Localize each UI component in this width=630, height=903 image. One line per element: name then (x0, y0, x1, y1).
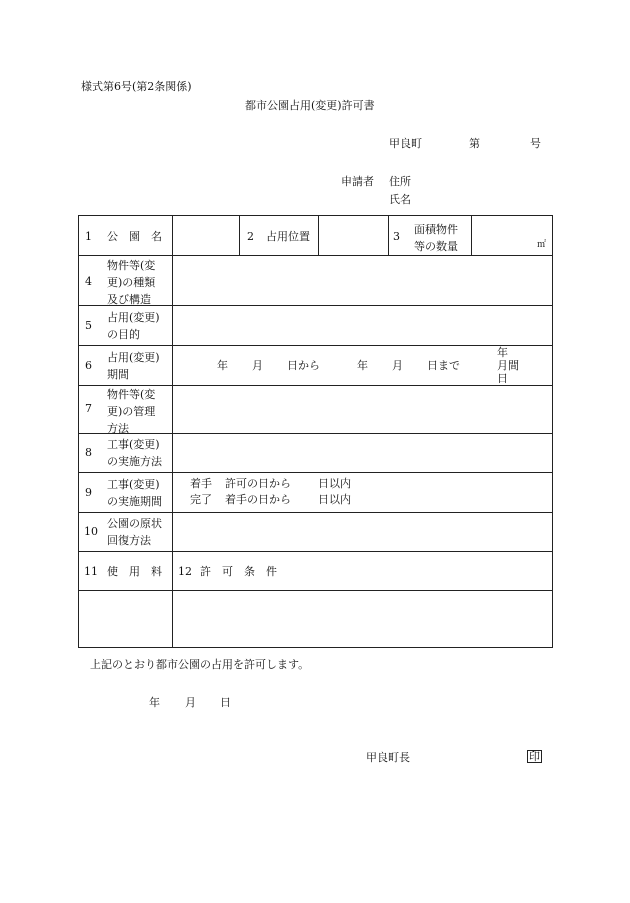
row-divider (78, 551, 553, 552)
period-to-year: 年 (357, 359, 368, 372)
completion-label: 完了 (190, 493, 212, 506)
label-line: 工事(変更) (107, 438, 160, 451)
issuer-dai: 第 (469, 137, 480, 150)
usage-fee-label: 使 用 料 (107, 565, 162, 578)
duration-day: 日 (497, 372, 508, 385)
applicant-address-label: 住所 (389, 175, 411, 188)
column-divider (172, 215, 173, 648)
object-management-label (107, 386, 155, 437)
row-number: 8 (85, 446, 92, 459)
construction-method-label (107, 436, 162, 470)
row-number: 1 (85, 230, 92, 243)
official-seal: 印 (529, 750, 540, 763)
occupancy-period-label (107, 349, 160, 383)
row-divider (78, 255, 553, 256)
column-divider (239, 215, 240, 255)
label-line: 及び構造 (107, 293, 151, 306)
completion-within-days: 日以内 (318, 493, 351, 506)
label-line: 方法 (107, 422, 129, 435)
row-number: 7 (85, 402, 92, 415)
label-line: 更)の種類 (107, 276, 156, 289)
column-divider (471, 215, 472, 255)
label-line: 更)の管理 (107, 405, 156, 418)
object-type-structure-label (107, 257, 155, 308)
issuer-go: 号 (530, 137, 541, 150)
label-line: 回復方法 (107, 534, 151, 547)
occupancy-purpose-label (107, 309, 160, 343)
row-number: 2 (247, 230, 254, 243)
row-number: 5 (85, 319, 92, 332)
row-number: 11 (84, 565, 98, 578)
issue-date-day: 日 (220, 696, 231, 709)
square-meter-unit: ㎡ (537, 240, 547, 250)
label-line: 等の数量 (414, 240, 458, 253)
label-line: 物件等(変 (107, 388, 156, 401)
construction-period-label (107, 476, 162, 510)
label-line: の実施方法 (107, 455, 162, 468)
park-name-label: 公 園 名 (107, 230, 162, 243)
label-line: 面積物件 (414, 223, 458, 236)
completion-basis: 着手の日から (225, 493, 291, 506)
row-divider (78, 512, 553, 513)
start-basis: 許可の日から (225, 477, 291, 490)
row-divider (78, 345, 553, 346)
label-line: 物件等(変 (107, 259, 156, 272)
restoration-method-label (107, 515, 162, 549)
start-label: 着手 (190, 477, 212, 490)
issue-date-year: 年 (149, 696, 160, 709)
column-divider (388, 215, 389, 255)
label-line: 期間 (107, 368, 129, 381)
issue-date-month: 月 (185, 696, 196, 709)
period-to-day: 日まで (427, 359, 460, 372)
duration-month: 月間 (497, 359, 519, 372)
area-quantity-label (414, 221, 458, 255)
row-divider (78, 472, 553, 473)
issuer-town: 甲良町 (389, 137, 422, 150)
period-to-month: 月 (392, 359, 403, 372)
period-duration (497, 346, 519, 385)
label-line: の目的 (107, 328, 140, 341)
label-line: 工事(変更) (107, 478, 160, 491)
row-number: 10 (84, 525, 98, 538)
permit-statement: 上記のとおり都市公園の占用を許可します。 (90, 658, 310, 671)
form-number: 様式第6号(第2条関係) (81, 80, 192, 93)
period-from-month: 月 (252, 359, 263, 372)
document-title: 都市公園占用(変更)許可書 (245, 99, 375, 112)
period-from-day: 日から (287, 359, 320, 372)
period-from-year: 年 (217, 359, 228, 372)
applicant-name-label: 氏名 (389, 193, 411, 206)
label-line: 公園の原状 (107, 517, 162, 530)
duration-year: 年 (497, 346, 508, 359)
row-number: 4 (85, 275, 92, 288)
label-line: 占用(変更) (107, 311, 160, 324)
row-number: 6 (85, 359, 92, 372)
occupancy-location-label: 占用位置 (266, 230, 310, 243)
mayor-title: 甲良町長 (366, 751, 410, 764)
row-number: 3 (393, 230, 400, 243)
row-number: 12 (178, 565, 192, 578)
applicant-label: 申請者 (341, 175, 374, 188)
column-divider (318, 215, 319, 255)
label-line: 占用(変更) (107, 351, 160, 364)
permit-conditions-label: 許 可 条 件 (200, 565, 277, 578)
row-divider (78, 590, 553, 591)
start-within-days: 日以内 (318, 477, 351, 490)
label-line: の実施期間 (107, 495, 162, 508)
row-number: 9 (85, 486, 92, 499)
